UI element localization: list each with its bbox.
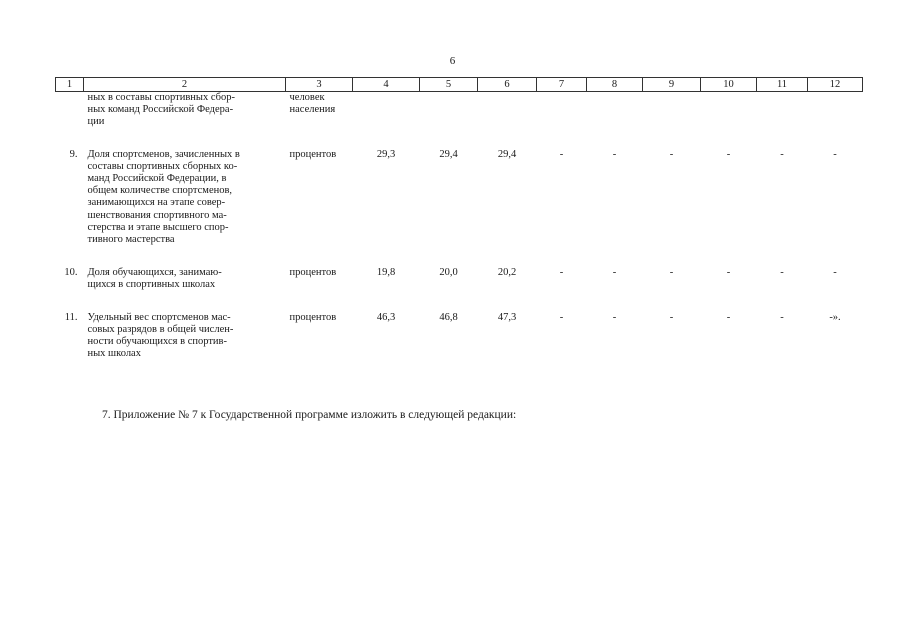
indicator-name-line: ности обучающихся в спортив-	[87, 336, 228, 348]
indicator-name-line: ных команд Российской Федера-	[87, 104, 234, 116]
indicator-name-line: ных школах	[87, 348, 141, 360]
indicator-name	[84, 149, 286, 247]
value-cell: -	[669, 148, 674, 160]
header-col-3: 3	[286, 78, 353, 92]
value-cell: -	[726, 267, 731, 279]
header-col-8: 8	[587, 78, 643, 92]
value-cell: -	[726, 148, 731, 160]
page-number: 6	[449, 55, 456, 67]
indicator-name-line: шенствования спортивного ма-	[87, 209, 227, 221]
unit-cell: процентов	[289, 148, 337, 160]
value-cell: -	[559, 267, 564, 279]
unit-cell: процентов	[289, 311, 337, 323]
unit-line: населения	[289, 104, 336, 116]
table-row	[56, 312, 863, 361]
value-cell: -	[833, 267, 837, 279]
value-cell: -	[612, 148, 617, 160]
header-col-7: 7	[537, 78, 587, 92]
indicator-name-line: стерства и этапе высшего спор-	[87, 221, 229, 233]
indicators-table	[55, 77, 863, 360]
value-cell: -	[612, 267, 617, 279]
header-col-1: 1	[56, 78, 84, 92]
unit-cell	[286, 92, 353, 129]
indicator-name	[84, 92, 286, 129]
value-cell: -	[780, 267, 784, 279]
value-cell: 46,8	[439, 311, 458, 323]
header-row	[56, 78, 863, 92]
value-cell: 29,3	[376, 148, 396, 160]
header-col-12: 12	[808, 78, 863, 92]
value-cell: -	[780, 148, 784, 160]
indicator-name-line: занимающихся на этапе совер-	[87, 197, 226, 209]
value-cell: 20,2	[497, 267, 517, 279]
header-col-4: 4	[353, 78, 420, 92]
indicator-name	[84, 312, 286, 361]
header-col-5: 5	[420, 78, 478, 92]
row-number: 11.	[64, 311, 78, 323]
indicator-name-line: общем количестве спортсменов,	[87, 185, 233, 197]
row-number: 9.	[69, 148, 78, 160]
header-col-2: 2	[84, 78, 286, 92]
indicator-name	[84, 267, 286, 291]
value-cell: -	[612, 311, 617, 323]
table-row	[56, 149, 863, 247]
indicator-name-line: ции	[87, 116, 105, 128]
unit-line: человек	[289, 92, 325, 103]
value-cell: -	[559, 311, 564, 323]
value-cell: 47,3	[497, 311, 517, 323]
row-number: 10.	[64, 267, 78, 279]
value-cell: -	[780, 311, 784, 323]
header-col-9: 9	[643, 78, 701, 92]
value-cell: -».	[829, 311, 841, 323]
table-row-continuation	[56, 92, 863, 129]
value-cell: -	[669, 311, 674, 323]
unit-cell: процентов	[289, 267, 337, 279]
header-col-6: 6	[478, 78, 537, 92]
value-cell: -	[726, 311, 731, 323]
table-row	[56, 267, 863, 291]
table-header	[56, 78, 863, 92]
value-cell: -	[833, 148, 837, 160]
amendment-text: 7. Приложение № 7 к Государственной программе изложить в следующей редакции:	[102, 409, 517, 421]
value-cell: -	[559, 148, 564, 160]
indicator-name-line: совых разрядов в общей числен-	[87, 323, 234, 335]
indicator-name-line: Доля обучающихся, занимаю-	[87, 267, 222, 279]
value-cell: 46,3	[376, 311, 396, 323]
row-number	[56, 92, 84, 129]
header-col-11: 11	[757, 78, 808, 92]
header-col-10: 10	[701, 78, 757, 92]
indicator-name-line: тивного мастерства	[87, 234, 175, 246]
value-cell: 19,8	[376, 267, 396, 279]
value-cell: -	[669, 267, 674, 279]
indicator-name-line: ных в составы спортивных сбор-	[87, 92, 235, 103]
value-cell: 20,0	[439, 267, 458, 279]
value-cell: 29,4	[439, 148, 458, 160]
indicator-name-line: щихся в спортивных школах	[87, 279, 216, 291]
indicator-name-line: составы спортивных сборных ко-	[87, 160, 238, 172]
indicator-name-line: Удельный вес спортсменов мас-	[87, 311, 231, 323]
value-cell: 29,4	[497, 148, 517, 160]
indicator-name-line: Доля спортсменов, зачисленных в	[87, 148, 240, 160]
indicator-name-line: манд Российской Федерации, в	[87, 173, 227, 185]
